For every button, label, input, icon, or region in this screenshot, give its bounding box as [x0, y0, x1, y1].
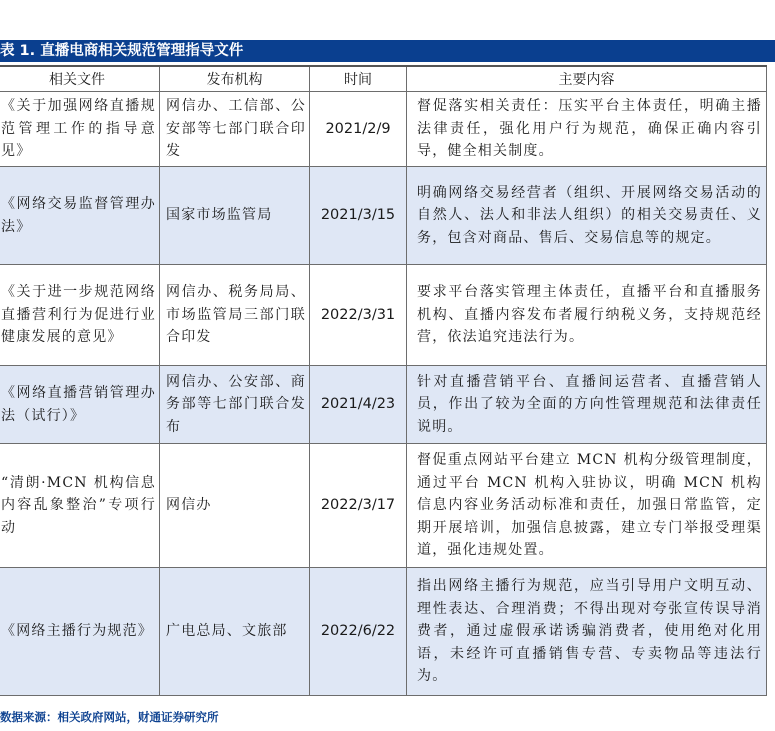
cell-issuer: 网信办	[160, 444, 310, 568]
cell-document: 《网络直播营销管理办法（试行）》	[0, 366, 160, 444]
regulation-table	[0, 65, 767, 696]
cell-document: 《网络交易监督管理办法》	[0, 167, 160, 265]
cell-issuer: 广电总局、文旅部	[160, 568, 310, 696]
cell-issuer: 网信办、工信部、公安部等七部门联合印发	[160, 92, 310, 167]
cell-document: 《关于进一步规范网络直播营利行为促进行业健康发展的意见》	[0, 265, 160, 366]
cell-content: 要求平台落实管理主体责任，直播平台和直播服务机构、直播内容发布者履行纳税义务，支持规范经营，依法追究违法行为。	[407, 265, 767, 366]
cell-content: 指出网络主播行为规范，应当引导用户文明互动、理性表达、合理消费；不得出现对夸张宣传误导消费者，通过虚假承诺诱骗消费者，使用绝对化用语，未经许可直播销售专营、专卖物品等违法行为。	[407, 568, 767, 696]
cell-content: 针对直播营销平台、直播间运营者、直播营销人员，作出了较为全面的方向性管理规范和法律责任说明。	[407, 366, 767, 444]
table-row	[0, 568, 767, 696]
table-row	[0, 265, 767, 366]
cell-content: 明确网络交易经营者（组织、开展网络交易活动的自然人、法人和非法人组织）的相关交易责任、义务，包含对商品、售后、交易信息等的规定。	[407, 167, 767, 265]
header-issuer: 发布机构	[160, 66, 310, 92]
header-document: 相关文件	[0, 66, 160, 92]
table-row	[0, 444, 767, 568]
cell-document: 《关于加强网络直播规范管理工作的指导意见》	[0, 92, 160, 167]
header-content: 主要内容	[407, 66, 767, 92]
cell-issuer: 网信办、税务局局、市场监管局三部门联合印发	[160, 265, 310, 366]
table-header-row	[0, 66, 767, 92]
cell-date: 2022/3/17	[310, 444, 407, 568]
source-note: 数据来源：相关政府网站，财通证券研究所	[0, 710, 219, 724]
cell-date: 2021/2/9	[310, 92, 407, 167]
cell-date: 2022/3/31	[310, 265, 407, 366]
header-date: 时间	[310, 66, 407, 92]
cell-content: 督促落实相关责任：压实平台主体责任，明确主播法律责任，强化用户行为规范，确保正确内容引导，健全相关制度。	[407, 92, 767, 167]
cell-issuer: 国家市场监管局	[160, 167, 310, 265]
cell-document: “清朗·MCN 机构信息内容乱象整治”专项行动	[0, 444, 160, 568]
table-row	[0, 366, 767, 444]
cell-content: 督促重点网站平台建立 MCN 机构分级管理制度，通过平台 MCN 机构入驻协议，明确 MCN 机构信息内容业务活动标准和责任，加强日常监管，定期开展培训，加强信息披露，建立专门举报受理渠道，强化违规处置。	[407, 444, 767, 568]
cell-issuer: 网信办、公安部、商务部等七部门联合发布	[160, 366, 310, 444]
cell-date: 2021/4/23	[310, 366, 407, 444]
cell-document: 《网络主播行为规范》	[0, 568, 160, 696]
cell-date: 2022/6/22	[310, 568, 407, 696]
cell-date: 2021/3/15	[310, 167, 407, 265]
table-row	[0, 167, 767, 265]
table-row	[0, 92, 767, 167]
table-title: 表 1. 直播电商相关规范管理指导文件	[0, 40, 775, 62]
